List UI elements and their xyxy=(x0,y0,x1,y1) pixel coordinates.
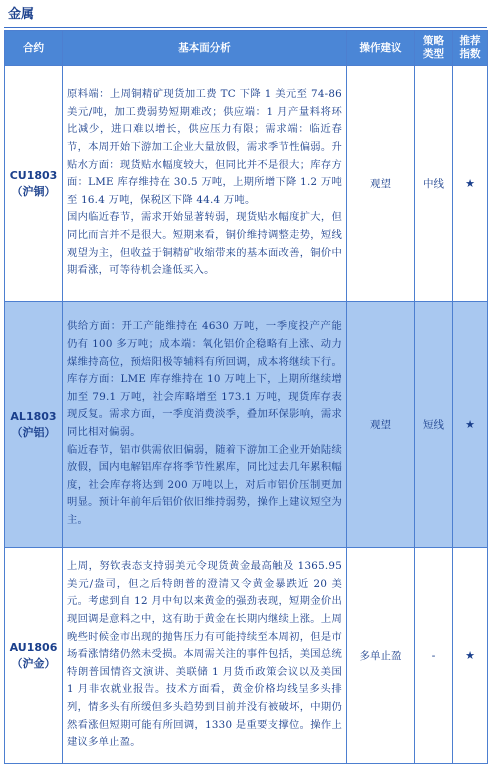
analysis-cell xyxy=(63,66,347,302)
contract-code: AU1806 xyxy=(9,640,58,654)
advice-cell: 多单止盈 xyxy=(347,548,415,764)
strategy-cell: 中线 xyxy=(415,66,453,302)
strategy-cell: - xyxy=(415,548,453,764)
analysis-paragraph: 国内临近春节，需求开始显著转弱，现货贴水幅度扩大，但同比而言并不是很大。短期来看，铜价维持调整走势，短线观望为主，但收益于铜精矿收缩带来的基本面改善，铜价中期看涨，可等待机会逢低买入。 xyxy=(67,211,342,277)
analysis-cell xyxy=(63,548,347,764)
table-row-au xyxy=(5,548,488,764)
strategy-cell: 短线 xyxy=(415,302,453,548)
contract-name: （沪铝） xyxy=(11,425,56,439)
header-advice: 操作建议 xyxy=(347,31,415,66)
section-title: 金属 xyxy=(8,7,35,22)
contract-name: （沪铜） xyxy=(11,184,56,198)
contract-cell xyxy=(5,548,63,764)
analysis-paragraph: 上周，努钦表态支持弱美元令现货黄金最高触及 1365.95 美元/盎司，但之后特朗普的澄清又令黄金暴跌近 20 美元。考虑到自 12 月中旬以来黄金的强劲表现，短期金价出现回调是意料之中，这有助于黄金在长期内继续上涨。上周晚些时候金市出现的抛售压力有可能持续至本周初，但是市场看涨情绪仍然未受损。本周需关注的事件包括，美国总统特朗普国情咨文演讲、美联储 1 月货币政策会议以及美国 1 月非农就业报告。技术方面看，黄金价格均线呈多头排列，情多头有所缓但多头趋势到目前并没有被破坏，中期仍然看涨但短期可能有所回调，1330 是重要支撑位。操作上建议多单止盈。 xyxy=(67,560,342,749)
header-strategy xyxy=(415,31,453,66)
advice-cell: 观望 xyxy=(347,66,415,302)
header-strategy-line1: 策略 xyxy=(423,35,444,47)
contract-name: （沪金） xyxy=(11,656,56,670)
analysis-paragraph: 供给方面：开工产能维持在 4630 万吨，一季度投产产能仍有 100 多万吨；成本端：氧化铝价企稳略有上涨、动力煤维持高位，预焙阳极等辅料有所回调，成本将继续下行。库存方面：LME 库存维持在 10 万吨上下，上期所继续增加至 79.1 万吨，社会库略增至 173.1 万吨，现货库存表现反复。需求方面，一季度消费淡季，叠加环保影响，需求同比相对偏弱。 xyxy=(67,320,342,438)
rating-star-icon: ★ xyxy=(453,302,488,548)
contract-cell xyxy=(5,302,63,548)
analysis-cell xyxy=(63,302,347,548)
rating-star-icon: ★ xyxy=(453,548,488,764)
table-header-row xyxy=(5,31,488,66)
header-rating xyxy=(453,31,488,66)
table-row-al xyxy=(5,302,488,548)
title-divider xyxy=(4,27,487,28)
header-rating-line1: 推荐 xyxy=(459,35,481,47)
analysis-paragraph: 原料端：上周铜精矿现货加工费 TC 下降 1 美元至 74-86 美元/吨，加工费弱势短期难改；供应端：1 月产量料将环比减少，进口难以增长，供应压力有限；需求端：临近春节，本周开始下游加工企业大量放假，需求季节性偏弱。升贴水方面：现货贴水幅度较大，但同比并不是很大；库存方面：LME 库存维持在 30.5 万吨，上期所增下降 1.2 万吨至 16.4 万吨，保税区下降 44.4 万吨。 xyxy=(67,88,342,206)
header-rating-line2: 指数 xyxy=(459,48,481,60)
header-strategy-line2: 类型 xyxy=(423,48,444,60)
header-analysis: 基本面分析 xyxy=(63,31,347,66)
analysis-table xyxy=(4,30,488,764)
contract-cell xyxy=(5,66,63,302)
contract-code: CU1803 xyxy=(9,168,58,182)
analysis-paragraph: 临近春节，铝市供需依旧偏弱，随着下游加工企业开始陆续放假，国内电解铝库存将季节性累库，同比过去几年累积幅度，社会库存将达到 200 万吨以上，对后市铝价压制更加明显。预计年前年后铝价依旧维持弱势，操作上建议短空为主。 xyxy=(67,443,342,526)
advice-cell: 观望 xyxy=(347,302,415,548)
contract-code: AL1803 xyxy=(10,409,57,423)
rating-star-icon: ★ xyxy=(453,66,488,302)
header-contract: 合约 xyxy=(5,31,63,66)
table-row-cu xyxy=(5,66,488,302)
